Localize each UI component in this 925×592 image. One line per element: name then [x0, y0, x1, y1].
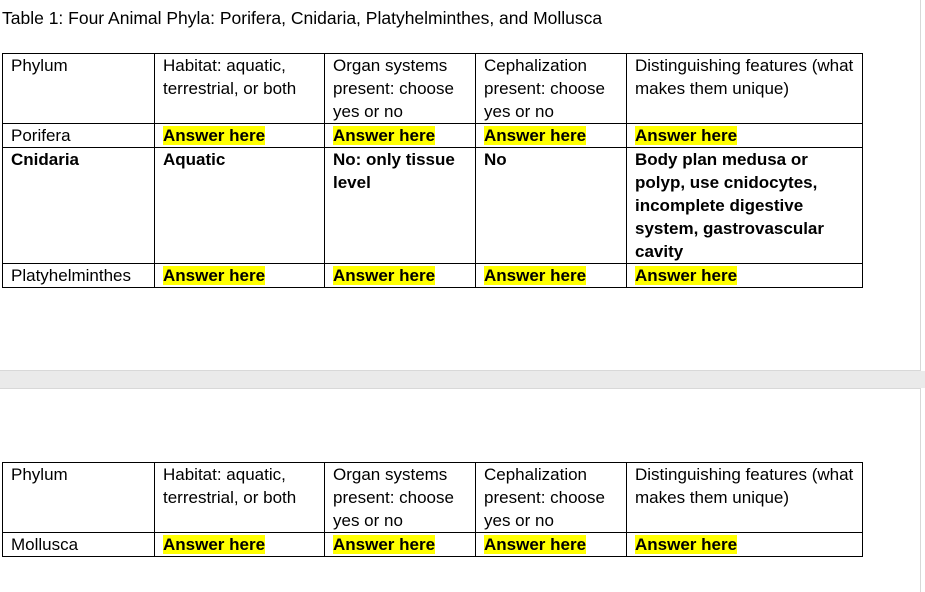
answer-cell[interactable] [325, 124, 476, 148]
answer-placeholder[interactable]: Answer here [635, 126, 738, 145]
answer-cell[interactable] [155, 124, 325, 148]
answer-cell[interactable] [627, 124, 863, 148]
header-organ-systems: Organ systems present: choose yes or no [325, 463, 476, 533]
answer-cell[interactable] [476, 533, 627, 557]
answer-placeholder[interactable]: Answer here [333, 266, 436, 285]
cell-habitat: Aquatic [155, 148, 325, 264]
answer-cell[interactable] [476, 124, 627, 148]
answer-placeholder[interactable]: Answer here [484, 126, 587, 145]
header-habitat: Habitat: aquatic, terrestrial, or both [155, 54, 325, 124]
cell-phylum: Platyhelminthes [3, 264, 155, 288]
table-row-cnidaria [3, 148, 863, 264]
answer-placeholder[interactable]: Answer here [484, 535, 587, 554]
answer-placeholder[interactable]: Answer here [163, 535, 266, 554]
cell-distinguishing-features: Body plan medusa or polyp, use cnidocytes, incomplete digestive system, gastrovascular cavity [627, 148, 863, 264]
cell-organ-systems: No: only tissue level [325, 148, 476, 264]
answer-placeholder[interactable]: Answer here [484, 266, 587, 285]
answer-cell[interactable] [155, 264, 325, 288]
header-distinguishing-features: Distinguishing features (what makes them unique) [627, 463, 863, 533]
header-phylum: Phylum [3, 54, 155, 124]
answer-cell[interactable] [325, 533, 476, 557]
header-organ-systems: Organ systems present: choose yes or no [325, 54, 476, 124]
header-habitat: Habitat: aquatic, terrestrial, or both [155, 463, 325, 533]
cell-phylum: Mollusca [3, 533, 155, 557]
answer-cell[interactable] [627, 264, 863, 288]
answer-placeholder[interactable]: Answer here [333, 535, 436, 554]
page-gap [0, 371, 925, 388]
table-caption: Table 1: Four Animal Phyla: Porifera, Cnidaria, Platyhelminthes, and Mollusca [2, 8, 603, 28]
cell-cephalization: No [476, 148, 627, 264]
answer-cell[interactable] [155, 533, 325, 557]
answer-placeholder[interactable]: Answer here [163, 266, 266, 285]
table-row-platyhelminthes [3, 264, 863, 288]
document-page-2 [0, 388, 921, 592]
cell-phylum: Porifera [3, 124, 155, 148]
answer-placeholder[interactable]: Answer here [635, 266, 738, 285]
answer-placeholder[interactable]: Answer here [333, 126, 436, 145]
table-row-mollusca [3, 533, 863, 557]
header-phylum: Phylum [3, 463, 155, 533]
header-distinguishing-features: Distinguishing features (what makes them unique) [627, 54, 863, 124]
answer-cell[interactable] [476, 264, 627, 288]
phyla-table-1 [2, 53, 863, 288]
table-header-row [3, 463, 863, 533]
header-cephalization: Cephalization present: choose yes or no [476, 463, 627, 533]
answer-cell[interactable] [627, 533, 863, 557]
table-row-porifera [3, 124, 863, 148]
phyla-table-2 [2, 462, 863, 557]
answer-placeholder[interactable]: Answer here [163, 126, 266, 145]
table-header-row [3, 54, 863, 124]
answer-placeholder[interactable]: Answer here [635, 535, 738, 554]
header-cephalization: Cephalization present: choose yes or no [476, 54, 627, 124]
cell-phylum: Cnidaria [3, 148, 155, 264]
answer-cell[interactable] [325, 264, 476, 288]
